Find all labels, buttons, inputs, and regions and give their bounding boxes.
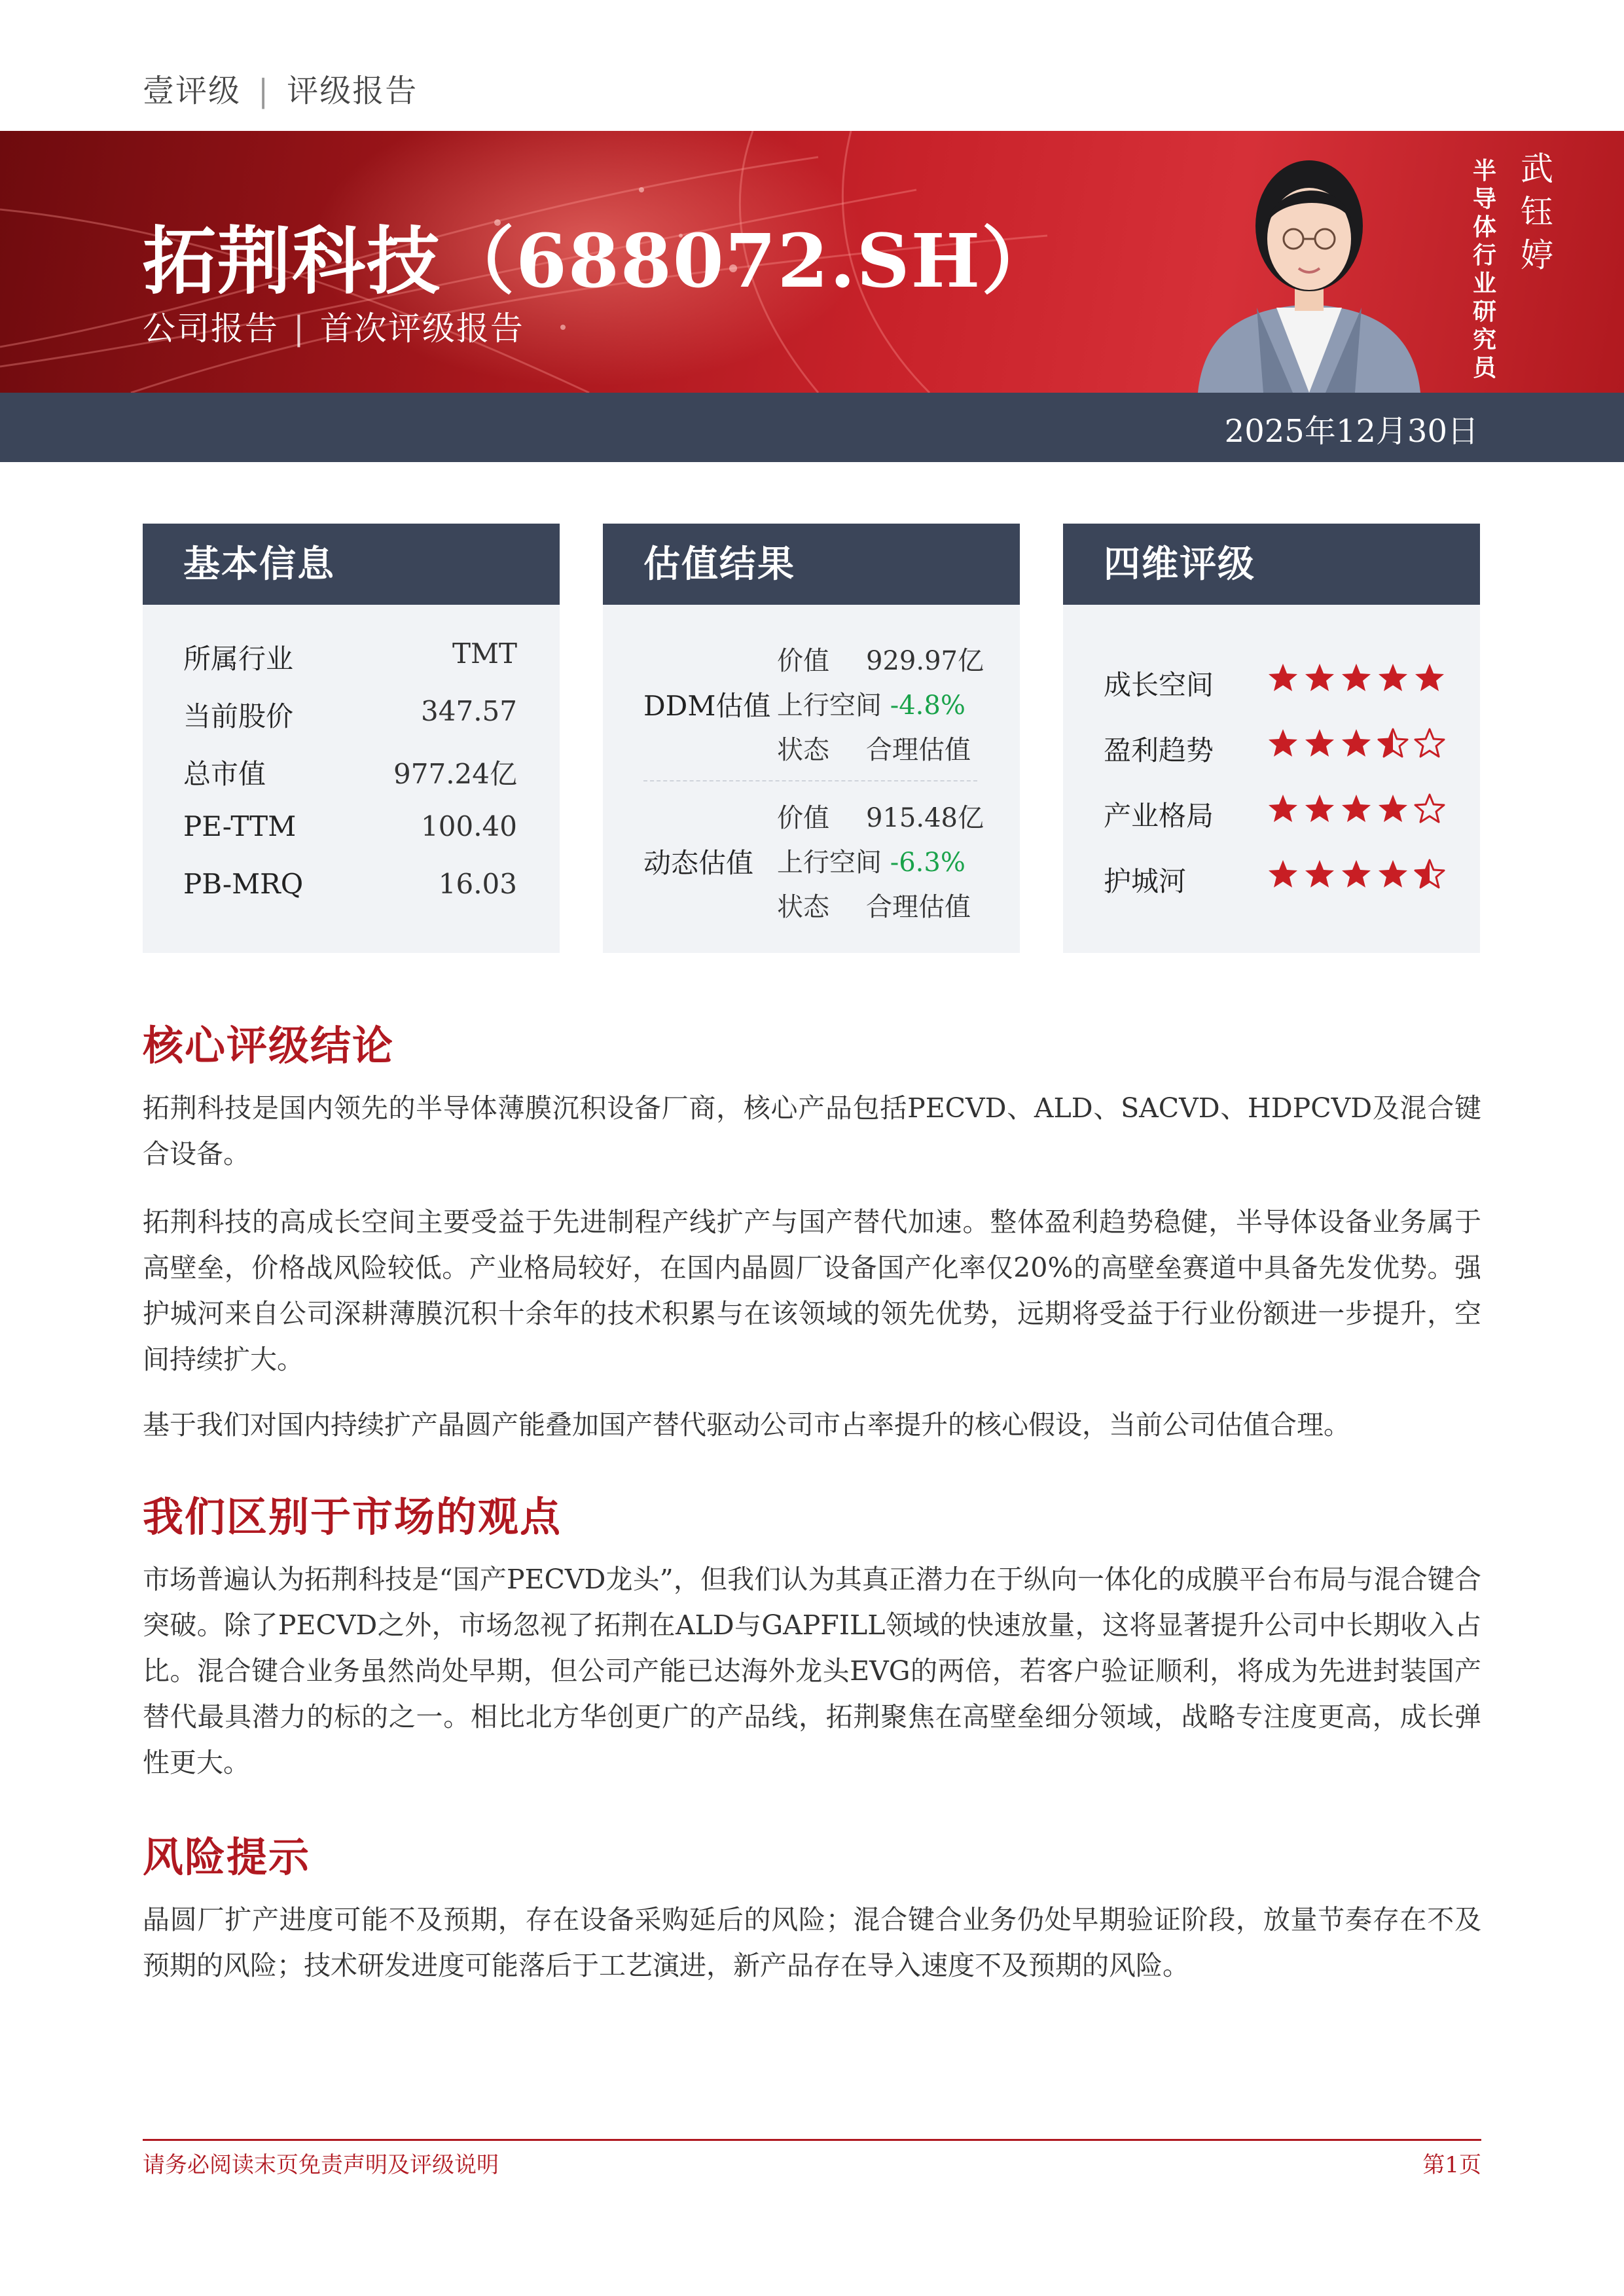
info-row-market-cap bbox=[183, 753, 517, 792]
status-label: 状态 bbox=[777, 892, 829, 922]
info-row-pb bbox=[183, 868, 517, 907]
basic-info-title: 基本信息 bbox=[143, 524, 560, 605]
subtitle-separator: | bbox=[293, 310, 306, 348]
report-subtitle bbox=[143, 302, 524, 350]
value-label: 价值 bbox=[777, 646, 829, 676]
brand-line bbox=[143, 65, 418, 111]
report-title: 拓荆科技（688072.SH） bbox=[143, 219, 1056, 304]
section-title-differentiated-view: 我们区别于市场的观点 bbox=[143, 1493, 562, 1541]
star-full-icon bbox=[1377, 859, 1409, 890]
rating-row-moat bbox=[1104, 860, 1444, 899]
basic-info-panel bbox=[143, 524, 560, 953]
rating-label: 成长空间 bbox=[1104, 669, 1214, 701]
star-full-icon bbox=[1304, 662, 1335, 694]
info-row-pe bbox=[183, 810, 517, 850]
info-row-price bbox=[183, 695, 517, 734]
star-full-icon bbox=[1267, 793, 1299, 825]
brand-separator: | bbox=[258, 73, 270, 109]
value-label: 价值 bbox=[777, 803, 829, 833]
info-value: 16.03 bbox=[438, 868, 517, 900]
rating-label: 护城河 bbox=[1104, 865, 1187, 897]
star-full-icon bbox=[1341, 859, 1372, 890]
ddm-upside: -4.8% bbox=[890, 691, 965, 721]
star-full-icon bbox=[1341, 793, 1372, 825]
info-label: 所属行业 bbox=[183, 643, 294, 675]
info-label: 总市值 bbox=[183, 758, 266, 790]
star-full-icon bbox=[1267, 859, 1299, 890]
rating-row-profit bbox=[1104, 729, 1444, 768]
analyst-photo bbox=[1178, 111, 1440, 393]
rating-label: 盈利趋势 bbox=[1104, 734, 1214, 766]
brand-name: 壹评级 bbox=[143, 73, 242, 109]
rating-label: 产业格局 bbox=[1104, 800, 1214, 832]
rating-title: 四维评级 bbox=[1063, 524, 1480, 605]
star-full-icon bbox=[1377, 793, 1409, 825]
page-number: 第1页 bbox=[1422, 2152, 1481, 2178]
star-half-icon bbox=[1377, 728, 1409, 759]
info-label: 当前股价 bbox=[183, 700, 294, 732]
report-kind: 评级报告 bbox=[287, 73, 418, 109]
rating-row-growth bbox=[1104, 664, 1444, 703]
star-full-icon bbox=[1304, 728, 1335, 759]
rating-panel bbox=[1063, 524, 1480, 953]
valuation-divider bbox=[643, 780, 977, 781]
valuation-panel bbox=[603, 524, 1020, 953]
analyst-name: 武钰婷 bbox=[1521, 150, 1553, 274]
report-date: 2025年12月30日 bbox=[1224, 413, 1479, 450]
info-row-industry bbox=[183, 637, 517, 677]
info-value: 100.40 bbox=[421, 810, 517, 842]
info-value: 977.24亿 bbox=[393, 758, 517, 790]
dynamic-method-name: 动态估值 bbox=[643, 847, 754, 879]
star-rating bbox=[1267, 728, 1445, 759]
status-label: 状态 bbox=[777, 735, 829, 765]
star-rating bbox=[1267, 662, 1445, 694]
star-full-icon bbox=[1341, 662, 1372, 694]
star-rating bbox=[1267, 859, 1445, 890]
subtitle-first-rating: 首次评级报告 bbox=[319, 310, 524, 348]
info-label: PE-TTM bbox=[183, 810, 297, 842]
info-label: PB-MRQ bbox=[183, 868, 304, 900]
core-conclusion-paragraph-3: 基于我们对国内持续扩产晶圆产能叠加国产替代驱动公司市占率提升的核心假设，当前公司估值合理。 bbox=[143, 1409, 1350, 1441]
differentiated-view-paragraph: 市场普遍认为拓荆科技是“国产PECVD龙头”，但我们认为其真正潜力在于纵向一体化的成膜平台布局与混合键合突破。除了PECVD之外，市场忽视了拓荆在ALD与GAPFILL领域的快速放量，这将显著提升公司中长期收入占比。混合键合业务虽然尚处早期，但公司产能已达海外龙头EVG的两倍，若客户验证顺利，将成为先进封装国产替代最具潜力的标的之一。相比北方华创更广的产品线，拓荆聚焦在高壁垒细分领域，战略专注度更高，成长弹性更大。 bbox=[143, 1564, 1481, 1778]
info-value: TMT bbox=[452, 637, 517, 670]
star-empty-icon bbox=[1414, 728, 1445, 759]
footer-disclaimer: 请务必阅读末页免责声明及评级说明 bbox=[143, 2152, 499, 2178]
core-conclusion-paragraph-1: 拓荆科技是国内领先的半导体薄膜沉积设备厂商，核心产品包括PECVD、ALD、SACVD、HDPCVD及混合键合设备。 bbox=[143, 1092, 1481, 1170]
ddm-method-name: DDM估值 bbox=[643, 690, 771, 722]
star-full-icon bbox=[1377, 662, 1409, 694]
subtitle-company-report: 公司报告 bbox=[143, 310, 279, 348]
dynamic-status: 合理估值 bbox=[866, 892, 971, 922]
dynamic-upside-line bbox=[777, 842, 965, 879]
star-half-icon bbox=[1414, 859, 1445, 890]
upside-label: 上行空间 bbox=[777, 848, 882, 878]
section-title-risk: 风险提示 bbox=[143, 1833, 311, 1881]
analyst-role: 半导体行业研究员 bbox=[1472, 157, 1496, 382]
ddm-status: 合理估值 bbox=[866, 735, 971, 765]
dynamic-value-line bbox=[777, 797, 984, 834]
star-full-icon bbox=[1304, 793, 1335, 825]
risk-paragraph: 晶圆厂扩产进度可能不及预期，存在设备采购延后的风险；混合键合业务仍处早期验证阶段，放量节奏存在不及预期的风险；技术研发进度可能落后于工艺演进，新产品存在导入速度不及预期的风险。 bbox=[143, 1904, 1481, 1981]
section-title-core-conclusion: 核心评级结论 bbox=[143, 1022, 395, 1069]
star-empty-icon bbox=[1414, 793, 1445, 825]
star-full-icon bbox=[1341, 728, 1372, 759]
ddm-upside-line bbox=[777, 685, 965, 722]
footer-divider bbox=[143, 2139, 1481, 2141]
dynamic-value: 915.48亿 bbox=[866, 803, 984, 833]
star-rating bbox=[1267, 793, 1445, 825]
ddm-status-line bbox=[777, 729, 971, 766]
core-conclusion-paragraph-2: 拓荆科技的高成长空间主要受益于先进制程产线扩产与国产替代加速。整体盈利趋势稳健，半导体设备业务属于高壁垒，价格战风险较低。产业格局较好，在国内晶圆厂设备国产化率仅20%的高壁垒赛道中具备先发优势。强护城河来自公司深耕薄膜沉积十余年的技术积累与在该领域的领先优势，远期将受益于行业份额进一步提升，空间持续扩大。 bbox=[143, 1206, 1481, 1375]
dynamic-status-line bbox=[777, 886, 971, 924]
star-full-icon bbox=[1267, 662, 1299, 694]
ddm-value: 929.97亿 bbox=[866, 646, 984, 676]
star-full-icon bbox=[1414, 662, 1445, 694]
rating-row-industry bbox=[1104, 795, 1444, 834]
star-full-icon bbox=[1304, 859, 1335, 890]
dynamic-upside: -6.3% bbox=[890, 848, 965, 878]
valuation-title: 估值结果 bbox=[603, 524, 1020, 605]
ddm-value-line bbox=[777, 640, 984, 677]
star-full-icon bbox=[1267, 728, 1299, 759]
upside-label: 上行空间 bbox=[777, 691, 882, 721]
info-value: 347.57 bbox=[421, 695, 517, 727]
